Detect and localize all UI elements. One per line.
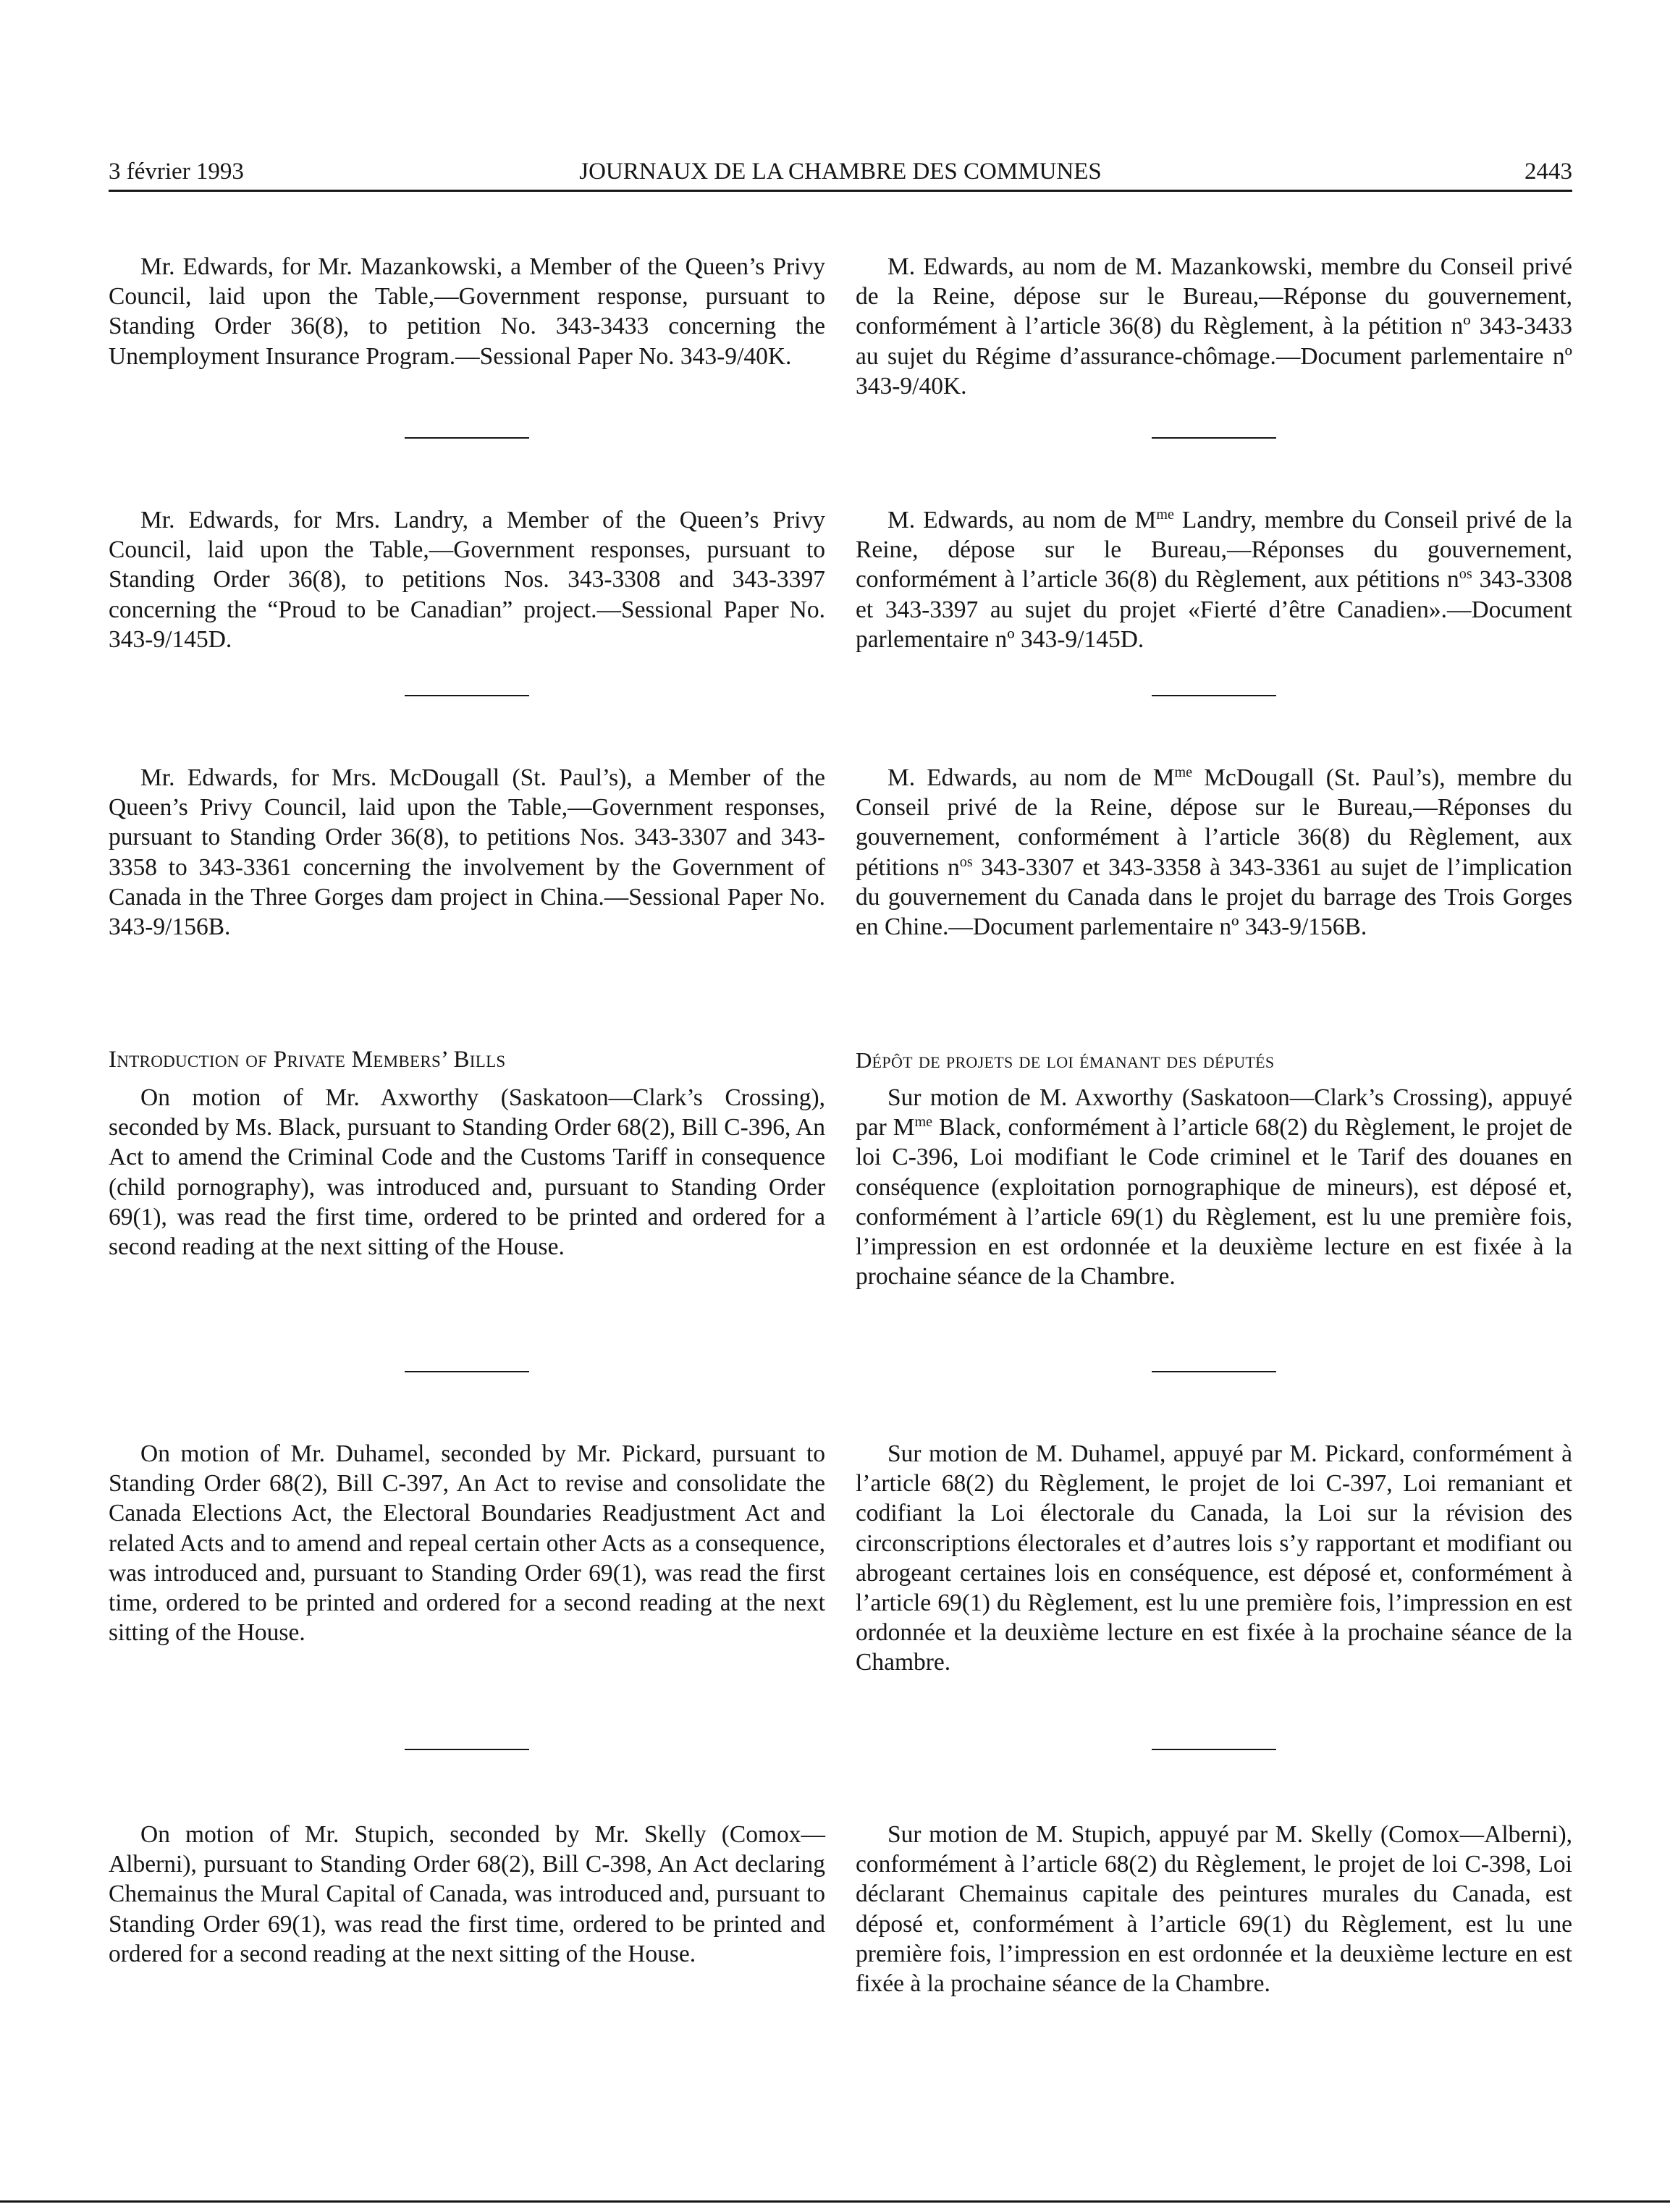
- scan-bottom-edge: [0, 2200, 1670, 2203]
- fr-paragraph-4-block: [856, 1083, 1572, 1291]
- en-separator-3: [405, 1371, 529, 1372]
- en-paragraph-3-block: [109, 763, 825, 942]
- en-paragraph-6: On motion of Mr. Stupich, seconded by Mr. Skelly (Comox—Alberni), pursuant to Standing Order 68(2), Bill C-398, An Act declaring Chemainus the Mural Capital of Canada, was introduced and, pursuant to Standing Order 69(1), was read the first time, ordered to be printed and ordered for a second reading at the next sitting of the House.: [109, 1821, 825, 1967]
- en-section-heading-block: [109, 1045, 825, 1075]
- fr-paragraph-4: Sur motion de M. Axworthy (Saskatoon—Clark’s Crossing), appuyé par $M^{me}$ Black, conformément à l’article 68(2) du Règlement, le projet de loi C-396, Loi modifiant le Code criminel et le Tarif des douanes en conséquence (exploitation pornographique de mineurs), est déposé et, conformément à l’article 69(1) du Règlement, est lu une première fois, l’impression en est ordonnée et la deuxième lecture en est fixée à la prochaine séance de la Chambre.: [856, 1084, 1572, 1291]
- en-paragraph-3: Mr. Edwards, for Mrs. McDougall (St. Paul’s), a Member of the Queen’s Privy Council, laid upon the Table,—Government responses, pursuant to Standing Order 36(8), to petitions Nos. 343-3307 and 343-3358 to 343-3361 concerning the involvement by the Government of Canada in the Three Gorges dam project in China.—Sessional Paper No. 343-9/156B.: [109, 764, 825, 941]
- fr-paragraph-2: M. Edwards, au nom de $M^{me}$ Landry, membre du Conseil privé de la Reine, dépose sur le Bureau,—Réponses du gouvernement, conformément à l’article 36(8) du Règlement, aux pétitions $n^{os}$ 343-3308 et 343-3397 au sujet du projet «Fierté d’être Canadien».—Document parlementaire nº 343-9/145D.: [856, 506, 1572, 653]
- fr-paragraph-3: M. Edwards, au nom de $M^{me}$ McDougall (St. Paul’s), membre du Conseil privé de la Reine, dépose sur le Bureau,—Réponses du gouvernement, conformément à l’article 36(8) du Règlement, aux pétitions $n^{os}$ 343-3307 et 343-3358 à 343-3361 au sujet de l’implication du gouvernement du Canada dans le projet du barrage des Trois Gorges en Chine.—Document parlementaire nº 343-9/156B.: [856, 764, 1572, 941]
- fr-paragraph-2-block: [856, 505, 1572, 654]
- page-number: 2443: [1524, 159, 1572, 185]
- fr-paragraph-1-block: [856, 252, 1572, 401]
- en-separator-1: [405, 437, 529, 439]
- fr-separator-2: [1152, 695, 1276, 696]
- fr-paragraph-6-block: [856, 1820, 1572, 1998]
- en-paragraph-4-block: [109, 1083, 825, 1262]
- en-paragraph-2: Mr. Edwards, for Mrs. Landry, a Member of the Queen’s Privy Council, laid upon the Table,—Government responses, pursuant to Standing Order 36(8), to petitions Nos. 343-3308 and 343-3397 concerning the “Proud to be Canadian” project.—Sessional Paper No. 343-9/145D.: [109, 507, 825, 653]
- en-paragraph-1-block: [109, 252, 825, 371]
- en-paragraph-1: Mr. Edwards, for Mr. Mazankowski, a Member of the Queen’s Privy Council, laid upon the Table,—Government response, pursuant to Standing Order 36(8), to petition No. 343-3433 concerning the Unemployment Insurance Program.—Sessional Paper No. 343-9/40K.: [109, 253, 825, 370]
- fr-paragraph-5-block: [856, 1439, 1572, 1678]
- fr-paragraph-1: M. Edwards, au nom de M. Mazankowski, membre du Conseil privé de la Reine, dépose sur le Bureau,—Réponse du gouvernement, conformément à l’article 36(8) du Règlement, à la pétition nº 343-3433 au sujet du Régime d’assurance-chômage.—Document parlementaire nº 343-9/40K.: [856, 253, 1572, 400]
- fr-paragraph-5: Sur motion de M. Duhamel, appuyé par M. Pickard, conformément à l’article 68(2) du Règlement, le projet de loi C-397, Loi remaniant et codifiant la Loi électorale du Canada, la Loi sur la révision des circonscriptions électorales et d’autres lois s’y rapportant et modifiant ou abrogeant certaines lois en conséquence, est déposé et, conformément à l’article 69(1) du Règlement, est lu une première fois, l’impression en est ordonnée et la deuxième lecture en est fixée à la prochaine séance de la Chambre.: [856, 1440, 1572, 1676]
- fr-separator-4: [1152, 1749, 1276, 1750]
- en-paragraph-4: On motion of Mr. Axworthy (Saskatoon—Clark’s Crossing), seconded by Ms. Black, pursuant to Standing Order 68(2), Bill C-396, An Act to amend the Criminal Code and the Customs Tariff in consequence (child pornography), was introduced and, pursuant to Standing Order 69(1), was read the first time, ordered to be printed and ordered for a second reading at the next sitting of the House.: [109, 1084, 825, 1261]
- en-paragraph-5-block: [109, 1439, 825, 1647]
- header-rule: [109, 190, 1572, 192]
- en-separator-2: [405, 695, 529, 696]
- running-title: JOURNAUX DE LA CHAMBRE DES COMMUNES: [579, 159, 1102, 185]
- en-paragraph-6-block: [109, 1820, 825, 1969]
- fr-section-heading-block: [856, 1045, 1572, 1075]
- en-section-heading: Introduction of Private Members’ Bills: [109, 1047, 506, 1073]
- fr-separator-1: [1152, 437, 1276, 439]
- page-header: [109, 153, 1572, 190]
- en-separator-4: [405, 1749, 529, 1750]
- fr-separator-3: [1152, 1371, 1276, 1372]
- en-paragraph-5: On motion of Mr. Duhamel, seconded by Mr. Pickard, pursuant to Standing Order 68(2), Bill C-397, An Act to revise and consolidate the Canada Elections Act, the Electoral Boundaries Readjustment Act and related Acts and to amend and repeal certain other Acts as a consequence, was introduced and, pursuant to Standing Order 69(1), was read the first time, ordered to be printed and ordered for a second reading at the next sitting of the House.: [109, 1440, 825, 1647]
- fr-section-heading: Dépôt de projets de loi émanant des députés: [856, 1047, 1275, 1073]
- fr-paragraph-3-block: [856, 763, 1572, 942]
- header-date: 3 février 1993: [109, 159, 244, 185]
- en-paragraph-2-block: [109, 505, 825, 654]
- fr-paragraph-6: Sur motion de M. Stupich, appuyé par M. Skelly (Comox—Alberni), conformément à l’article 68(2) du Règlement, le projet de loi C-398, Loi déclarant Chemainus capitale des peintures murales du Canada, est déposé et, conformément à l’article 69(1) du Règlement, est lu une première fois, l’impression en est ordonnée et la deuxième lecture en est fixée à la prochaine séance de la Chambre.: [856, 1821, 1572, 1998]
